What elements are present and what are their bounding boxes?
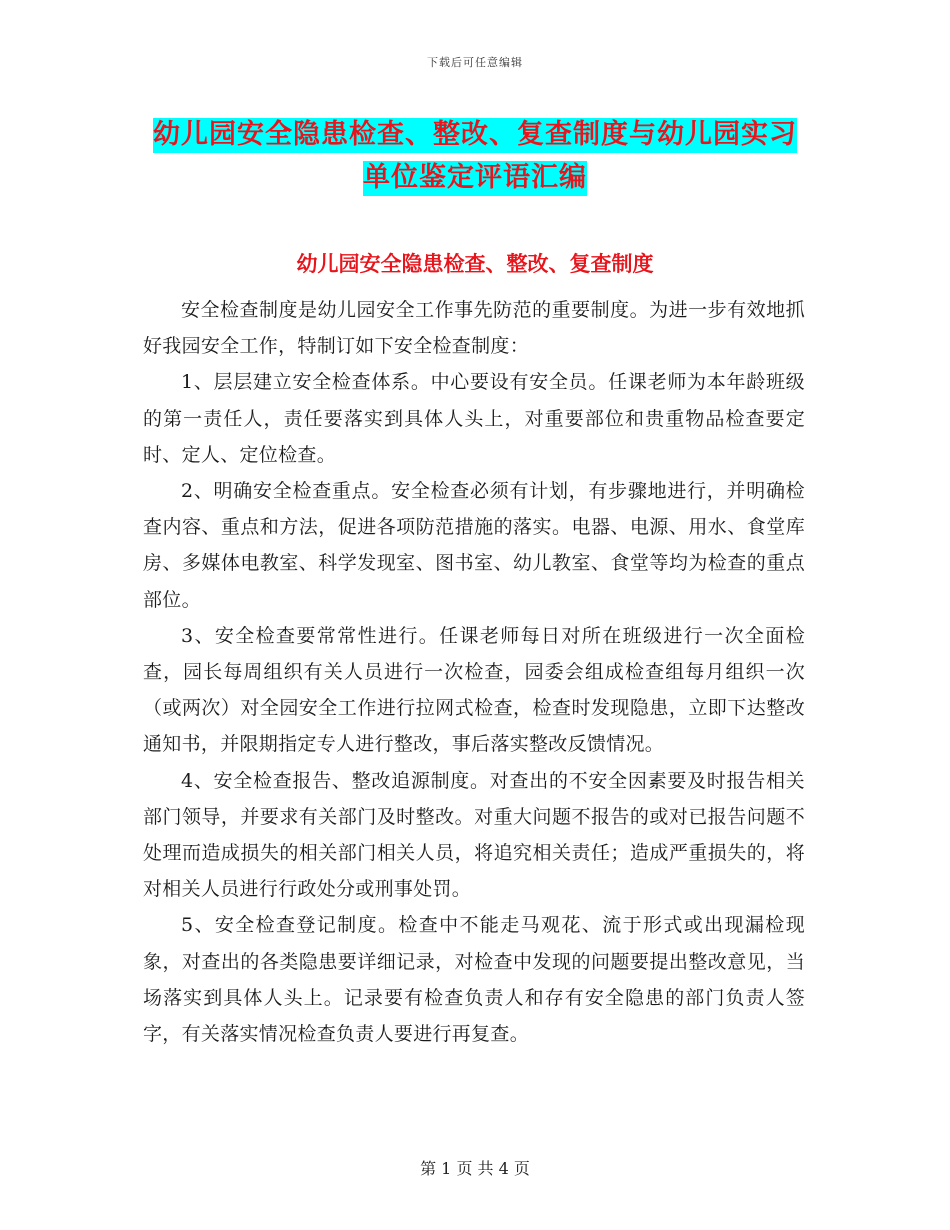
paragraph-item-4: 4、安全检查报告、整改追源制度。对查出的不安全因素要及时报告相关部门领导，并要求有关部门及时整改。对重大问题不报告的或对已报告问题不处理而造成损失的相关部门相关人员，将追究相关责任；造成严重损失的，将对相关人员进行行政处分或刑事处罚。 [143,769,805,901]
page-footer: 第 1 页 共 4 页 [420,1159,530,1178]
header-note: 下载后可任意编辑 [427,56,523,69]
document-title-line-1 [0,112,950,151]
paragraph-item-5: 5、安全检查登记制度。检查中不能走马观花、流于形式或出现漏检现象，对查出的各类隐患要详细记录，对检查中发现的问题要提出整改意见，当场落实到具体人头上。记录要有检查负责人和存有安全隐患的部门负责人签字，有关落实情况检查负责人要进行再复查。 [143,914,805,1046]
title-highlight-2: 单位鉴定评语汇编 [363,161,587,196]
body-text [143,292,805,1052]
paragraph-intro: 安全检查制度是幼儿园安全工作事先防范的重要制度。为进一步有效地抓好我园安全工作，特制订如下安全检查制度： [143,299,805,358]
title-highlight-1: 幼儿园安全隐患检查、整改、复查制度与幼儿园实习 [153,118,797,153]
section-title: 幼儿园安全隐患检查、整改、复查制度 [296,252,654,276]
paragraph-item-2: 2、明确安全检查重点。安全检查必须有计划，有步骤地进行，并明确检查内容、重点和方法，促进各项防范措施的落实。电器、电源、用水、食堂库房、多媒体电教室、科学发现室、图书室、幼儿教室、食堂等均为检查的重点部位。 [143,480,805,611]
paragraph-item-1: 1、层层建立安全检查体系。中心要设有安全员。任课老师为本年龄班级的第一责任人，责任要落实到具体人头上，对重要部位和贵重物品检查要定时、定人、定位检查。 [143,371,805,466]
paragraph-item-3: 3、安全检查要常常性进行。任课老师每日对所在班级进行一次全面检查，园长每周组织有关人员进行一次检查，园委会组成检查组每月组织一次（或两次）对全园安全工作进行拉网式检查，检查时发现隐患，立即下达整改通知书，并限期指定专人进行整改，事后落实整改反馈情况。 [143,624,805,756]
document-title-line-2 [0,155,950,194]
